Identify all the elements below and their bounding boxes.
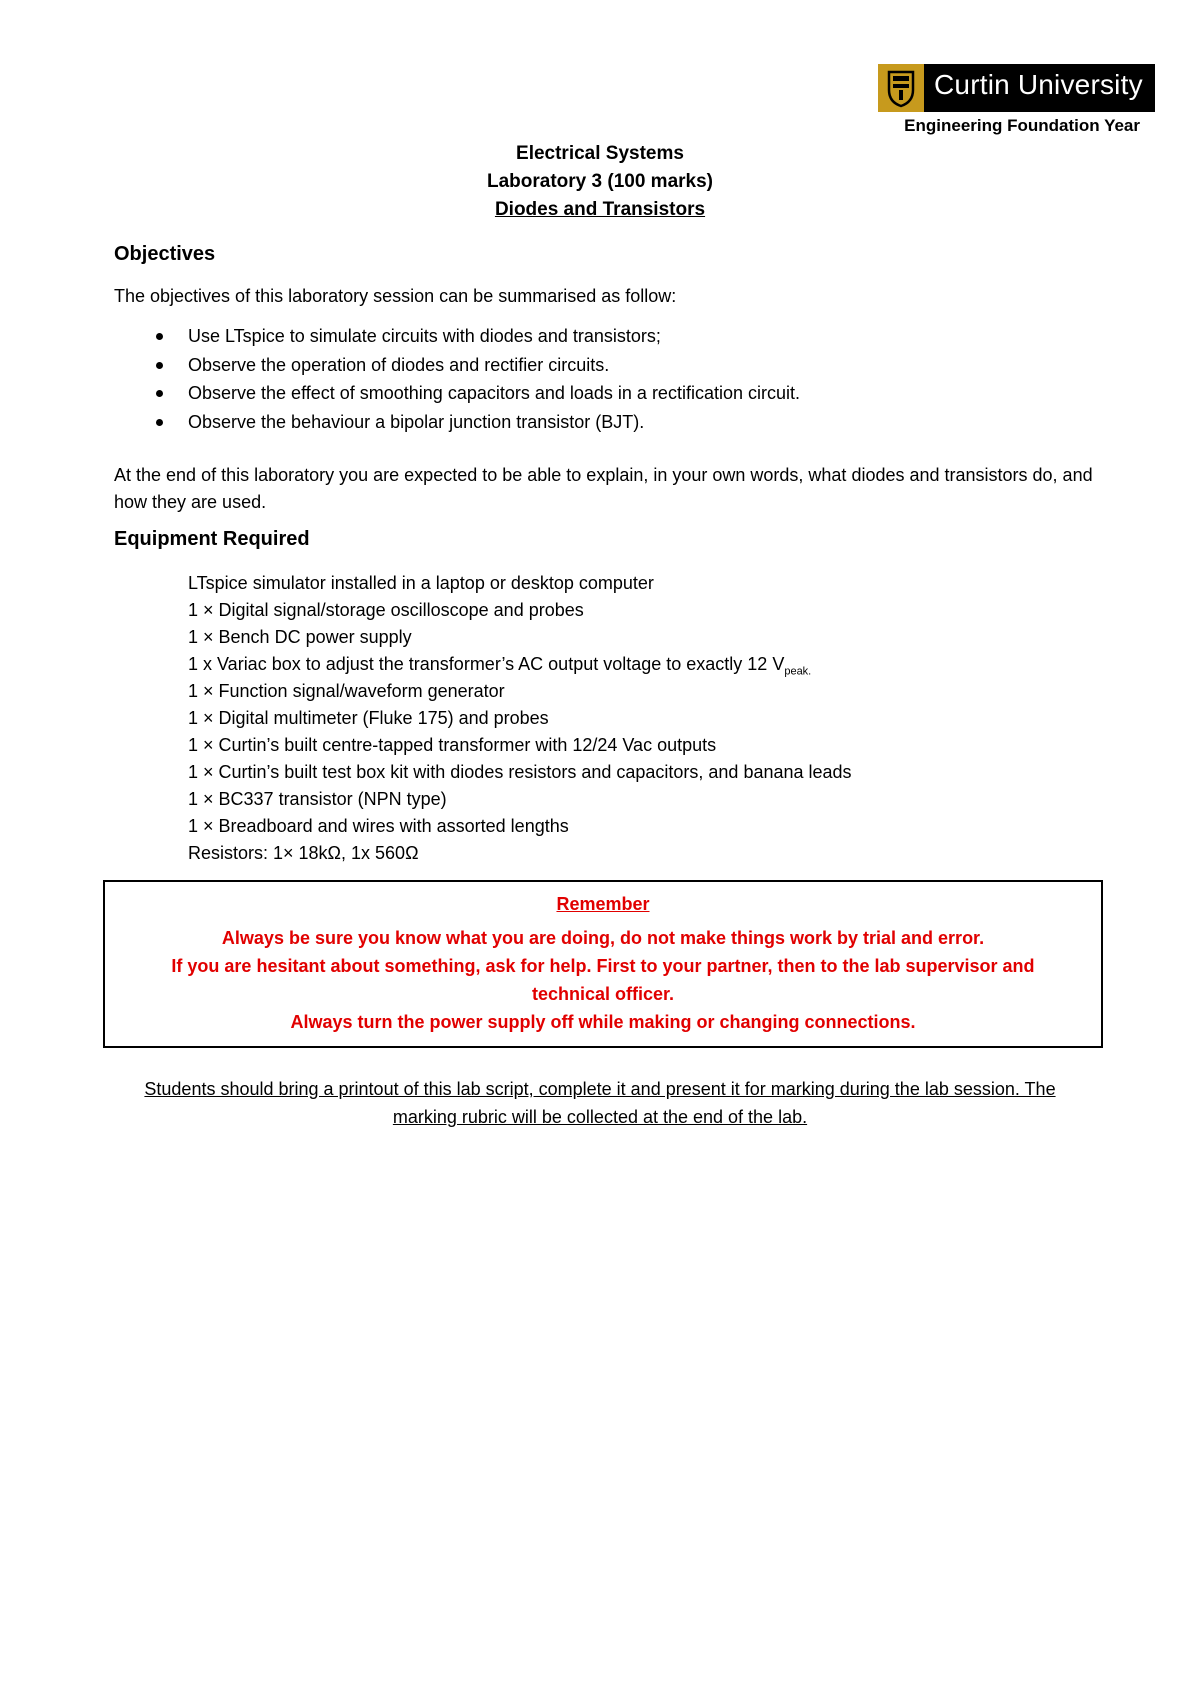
list-item: 1 × Function signal/waveform generator [188,681,505,701]
list-item: 1 × Breadboard and wires with assorted lengths [188,816,569,836]
lab-topic: Diodes and Transistors [494,199,706,220]
remember-box [103,880,1103,1048]
list-item: Observe the effect of smoothing capacitors and loads in a rectification circuit. [140,379,800,408]
remember-line-1: Always be sure you know what you are doing, do not make things work by trial and error. [221,928,985,948]
equipment-heading: Equipment Required [114,528,310,550]
objectives-closing: At the end of this laboratory you are expected to be able to explain, in your own words, what diodes and transistors do, and how they are used. [114,465,1093,512]
list-item: Use LTspice to simulate circuits with diodes and transistors; [140,322,800,351]
crest-icon [878,64,924,112]
list-item: 1 × Digital signal/storage oscilloscope and probes [188,600,584,620]
logo-text: Curtin University [934,69,1143,100]
list-item: 1 × Curtin’s built centre-tapped transformer with 12/24 Vac outputs [188,735,717,755]
equipment-list [188,570,852,867]
objectives-heading: Objectives [114,243,216,265]
title-block [0,140,1200,224]
objectives-intro: The objectives of this laboratory session can be summarised as follow: [114,286,677,306]
bullet-icon [156,362,163,369]
list-item: Observe the behaviour a bipolar junction transistor (BJT). [140,408,800,437]
list-item: 1 × Curtin’s built test box kit with diodes resistors and capacitors, and banana leads [188,762,852,782]
list-item: 1 × Bench DC power supply [188,627,412,647]
subheading: Engineering Foundation Year [904,116,1140,135]
lab-title: Laboratory 3 (100 marks) [487,171,713,192]
students-note: Students should bring a printout of this lab script, complete it and present it for marking during the lab session. The marking rubric will be collected at the end of the lab. [144,1079,1056,1127]
objectives-list [140,322,800,436]
remember-line-3: Always turn the power supply off while making or changing connections. [290,1012,916,1032]
bullet-icon [156,333,163,340]
list-item: Resistors: 1× 18kΩ, 1x 560Ω [188,843,419,863]
list-item: 1 x Variac box to adjust the transformer’s AC output voltage to exactly 12 $V_{peak.}$ [188,654,812,678]
curtin-logo [878,64,1155,112]
bullet-icon [156,419,163,426]
bullet-icon [156,390,163,397]
remember-line-2: If you are hesitant about something, ask for help. First to your partner, then to the lab supervisor and technical officer. [171,956,1035,1004]
list-item: LTspice simulator installed in a laptop or desktop computer [188,573,654,593]
list-item: Observe the operation of diodes and rectifier circuits. [140,351,800,380]
list-item: 1 × Digital multimeter (Fluke 175) and probes [188,708,549,728]
course-title: Electrical Systems [516,143,684,164]
variac-subscript: peak. [784,665,812,678]
remember-heading: Remember [556,894,650,914]
list-item: 1 × BC337 transistor (NPN type) [188,789,447,809]
